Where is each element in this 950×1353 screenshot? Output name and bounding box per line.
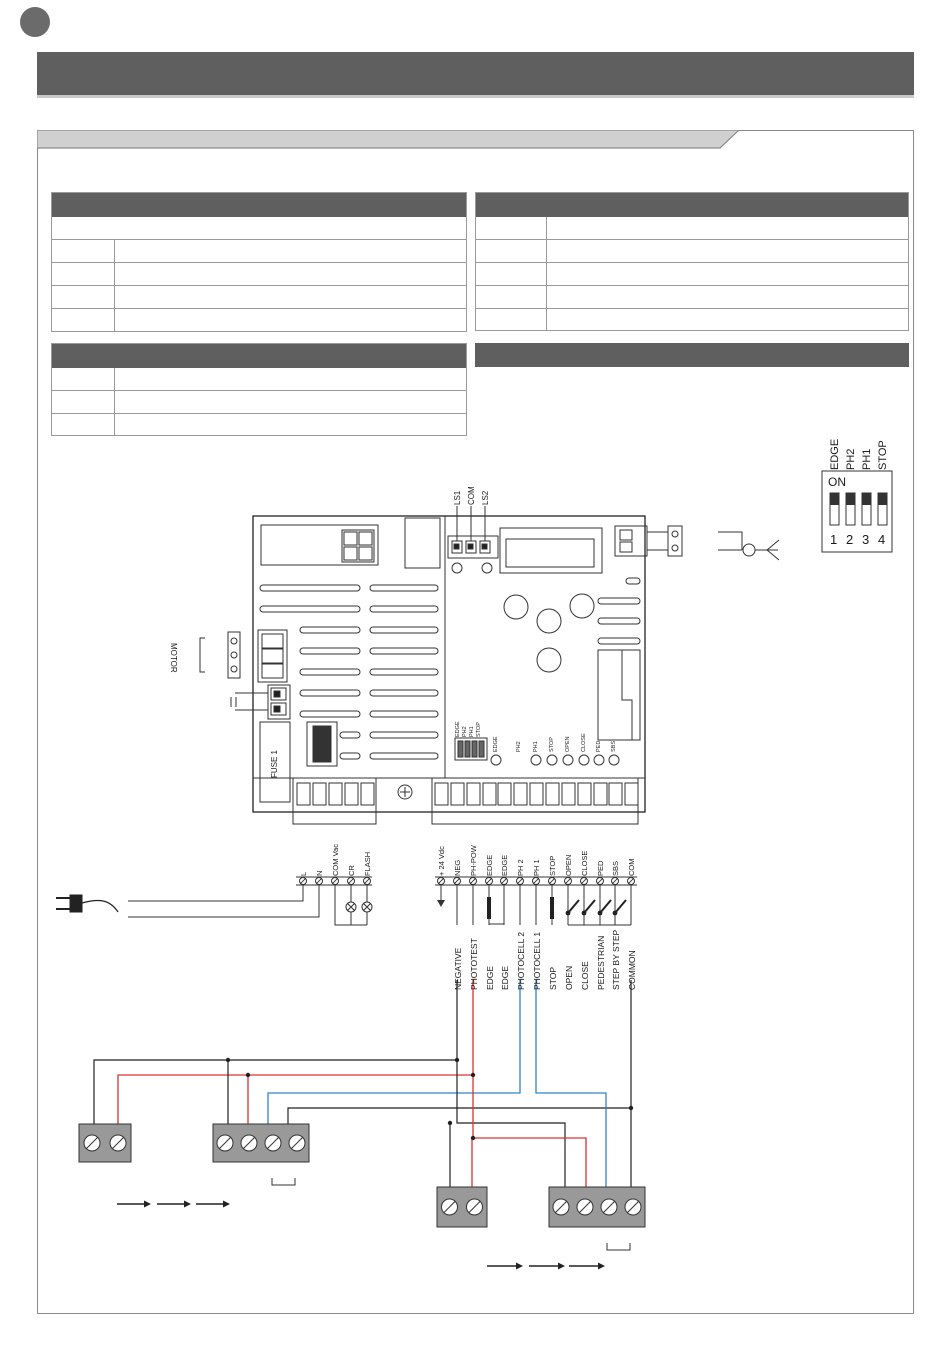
control-terminal-label-2: PH-POW (469, 845, 479, 876)
dip-number-4: 4 (878, 532, 886, 547)
board-led-label-close: CLOSE (581, 733, 587, 752)
power-terminal-label-2: COM Vac (331, 844, 341, 876)
control-terminal-label-6: PH 1 (532, 859, 542, 876)
motor-label: MOTOR (169, 643, 178, 673)
dip-label-stop: STOP (877, 440, 889, 470)
dip-label-ph1: PH1 (861, 448, 873, 470)
dip-number-2: 2 (846, 532, 854, 547)
board-dip-label-ph2: PH2 (462, 726, 468, 737)
control-terminal-label-5: PH 2 (516, 859, 526, 876)
control-function-label-8: CLOSE (579, 961, 590, 990)
board-dip-label-ph1: PH1 (469, 726, 475, 737)
board-led-label-edge: EDGE (493, 736, 499, 752)
board-dip-label-edge: EDGE (455, 721, 461, 737)
control-terminal-label-1: NEG (453, 859, 463, 876)
board-led-label-ped: PED (596, 740, 602, 752)
control-terminal-label-3: EDGE (485, 854, 495, 876)
board-dip-label-stop: STOP (476, 722, 482, 737)
control-terminal-label-8: OPEN (564, 854, 574, 876)
control-function-label-10: STEP BY STEP (610, 929, 621, 990)
control-function-label-5: PHOTOCELL 1 (531, 931, 542, 990)
control-function-label-3: EDGE (499, 965, 510, 990)
dip-label-ph2: PH2 (845, 448, 857, 470)
control-function-label-9: PEDESTRIAN (595, 935, 606, 990)
control-terminal-label-12: COM (627, 858, 637, 876)
dip-number-1: 1 (830, 532, 838, 547)
dip-on-label: ON (828, 475, 846, 489)
fuse-label: FUSE 1 (270, 749, 279, 778)
power-terminal-label-3: CR (347, 865, 357, 876)
control-function-label-11: COMMON (626, 950, 637, 990)
board-led-label-ph1: PH1 (533, 741, 539, 752)
control-function-label-6: STOP (547, 967, 558, 990)
control-function-label-2: EDGE (484, 965, 495, 990)
power-terminal-label-0: L (299, 871, 309, 876)
board-led-label-open: OPEN (565, 736, 571, 752)
control-function-label-1: PHOTOTEST (468, 938, 479, 990)
board-led-label-stop: STOP (549, 737, 555, 752)
board-led-label-ph2: PH2 (516, 741, 522, 752)
power-terminal-label-4: FLASH (363, 851, 373, 876)
control-function-label-7: OPEN (563, 965, 574, 990)
control-function-label-4: PHOTOCELL 2 (515, 931, 526, 990)
control-terminal-label-4: EDGE (500, 854, 510, 876)
power-terminal-label-1: N (315, 870, 325, 876)
board-led-label-sbs: SBS (611, 740, 617, 752)
control-terminal-label-0: + 24 Vdc (437, 846, 447, 876)
control-terminal-label-7: STOP (548, 855, 558, 876)
control-terminal-label-9: CLOSE (580, 850, 590, 876)
limit-switch-label-com: COM (467, 486, 476, 505)
limit-switch-label-ls2: LS2 (481, 490, 490, 505)
dip-label-edge: EDGE (829, 438, 841, 470)
control-function-label-0: NEGATIVE (452, 947, 463, 990)
control-terminal-label-10: PED (596, 860, 606, 876)
limit-switch-label-ls1: LS1 (453, 490, 462, 505)
dip-number-3: 3 (862, 532, 870, 547)
control-terminal-label-11: SBS (611, 860, 621, 876)
